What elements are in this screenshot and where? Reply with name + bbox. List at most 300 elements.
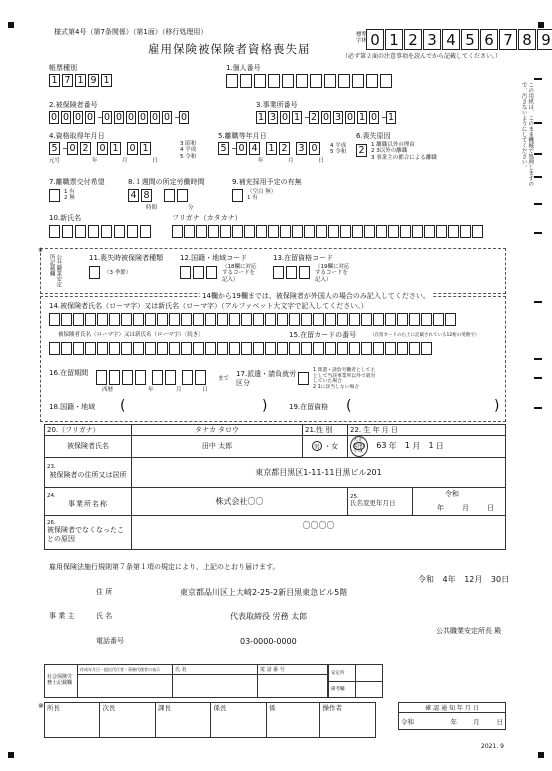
insured-number-digit: 0 [50, 112, 58, 123]
f15-label: 15.在留カードの番号 [289, 331, 357, 339]
f15-note: （在留カードの右上に記載されている12桁の英数字） [370, 333, 480, 338]
cert-box[interactable] [49, 189, 60, 202]
hyphen: − [231, 144, 238, 153]
staff-stamp-cell[interactable]: 係 [266, 703, 320, 738]
day-caption: 日 [318, 158, 324, 164]
era-caption: 元号 [49, 158, 61, 164]
month-caption: 月 [176, 387, 182, 393]
tel-label: 電話番号 [96, 637, 124, 645]
employer-address-label: 住 所 [96, 588, 113, 596]
year-caption: 年 [258, 158, 264, 164]
f11-box[interactable] [89, 266, 100, 279]
f12-note: （18欄に対応するコードを記入） [222, 264, 257, 283]
new-kana-char [256, 225, 267, 238]
name-change-date[interactable]: 令和 年 月 日 [413, 487, 506, 515]
new-kana-char [340, 225, 351, 238]
f15-char [373, 342, 384, 355]
f14-char [181, 313, 192, 326]
f14-boxes[interactable] [49, 313, 457, 326]
standard-digit: 4 [442, 29, 460, 50]
individual-number-label: 1.個人番号 [226, 64, 261, 72]
f16-digit [109, 370, 120, 385]
revision-mark: 2021. 9 [481, 743, 504, 750]
new-name-boxes[interactable] [49, 225, 153, 238]
individual-number-digit [254, 74, 266, 88]
acquire-era-options: 3 昭和 4 平成 5 令和 [180, 141, 197, 160]
form-type-digit: 1 [75, 74, 86, 87]
sr-cell[interactable] [258, 675, 328, 698]
office-number-digit: 1 [293, 112, 301, 123]
office-number-digit: 1 [387, 112, 395, 123]
f14-char [409, 313, 420, 326]
individual-number-digit [226, 74, 238, 88]
f14-cont-char [133, 342, 144, 355]
new-name-char [75, 225, 86, 238]
date-digit: 0 [127, 142, 138, 155]
f14-char [97, 313, 108, 326]
new-name-char [101, 225, 112, 238]
insured-number-digit: 0 [62, 112, 70, 123]
office-label: 事業所名称 [68, 500, 108, 509]
employer-name[interactable]: 代表取締役 労務 太郎 [230, 612, 308, 621]
minutes-digit [164, 189, 175, 202]
minutes-caption: 分 [188, 205, 194, 211]
sr-col-3: 電 話 番 号 [258, 665, 328, 675]
declaration-text: 雇用保険法施行規則第７条第１項の規定により、上記のとおり届けます。 [49, 563, 280, 571]
dob-month: 1 [404, 441, 410, 451]
f16-digit [165, 370, 176, 385]
f14-char [61, 313, 72, 326]
notice-era: 令和 [399, 713, 437, 730]
insured-number-digit: 0 [163, 112, 171, 123]
f14-cont-char [121, 342, 132, 355]
new-kana-char [460, 225, 471, 238]
form-type-digit: 1 [101, 74, 112, 87]
new-kana-char [364, 225, 375, 238]
f14-char [205, 313, 216, 326]
office-number-digit: 1 [358, 112, 366, 123]
employer-label: 事 業 主 [49, 612, 75, 620]
standard-digit: 7 [499, 29, 517, 50]
f14-char [157, 313, 168, 326]
f14-char [169, 313, 180, 326]
reason-value[interactable]: 〇〇〇〇 [132, 515, 506, 549]
f14-cont-char [49, 342, 60, 355]
f16-to: まで [218, 376, 230, 382]
f13-boxes[interactable] [273, 266, 312, 279]
f14-char [193, 313, 204, 326]
f14-label: 14.被保険者氏名（ローマ字）又は新氏名（ローマ字）（アルファベット大文字で記入してください。） [49, 302, 368, 310]
f14-cont-char [181, 342, 192, 355]
new-kana-char [292, 225, 303, 238]
sr-col-1: 作成年月日・提出代行者・事務代理者の表示 [78, 665, 173, 675]
acquire-date-label: 4.資格取得年月日 [49, 132, 105, 140]
f16-digit [152, 370, 163, 385]
date-digit: 0 [236, 142, 247, 155]
cause-box[interactable]: 2 [356, 144, 367, 157]
replacement-options: （空白 無） 1 有 [247, 189, 277, 202]
date-digit: 1 [266, 142, 277, 155]
office-number-digit: 0 [346, 112, 354, 123]
new-kana-char [400, 225, 411, 238]
f17-box[interactable] [298, 372, 309, 385]
new-kana-char [388, 225, 399, 238]
f14-char [445, 313, 456, 326]
office-number-digit: 0 [322, 112, 330, 123]
office-number-digit: 0 [281, 112, 289, 123]
f14-char [289, 313, 300, 326]
insured-number-digit: 0 [103, 112, 111, 123]
f17-label: 17.派遣・請負就労区分 [236, 370, 297, 388]
f14-char [313, 313, 324, 326]
kana-label: 20.（フリガナ） [45, 425, 132, 436]
stamp-label-2: 備考欄 [329, 681, 356, 698]
new-kana-char [316, 225, 327, 238]
reason-label: 被保険者でなくなったことの原因 [47, 526, 124, 544]
date-digit: 2 [80, 142, 91, 155]
office-label-cell: 24. 事業所名称 [45, 487, 132, 515]
header-note: （必ず第２面の注意事項を読んでから記載してください。） [342, 53, 502, 60]
stamp-label-1: 安定所 [329, 665, 356, 682]
year-caption: 年 [148, 387, 154, 393]
new-kana-char [280, 225, 291, 238]
f14-char [109, 313, 120, 326]
date-digit: 1 [140, 142, 151, 155]
office-number-digit: 0 [370, 112, 378, 123]
new-kana-char [196, 225, 207, 238]
day-caption: 日 [152, 158, 158, 164]
f14-cont-char [241, 342, 252, 355]
standard-digit: 6 [480, 29, 498, 50]
insured-number-digit: 0 [180, 112, 188, 123]
insured-number-digit: 0 [139, 112, 147, 123]
f14-char [121, 313, 132, 326]
new-kana-char [268, 225, 279, 238]
replacement-box[interactable] [232, 189, 243, 202]
f14-char [385, 313, 396, 326]
f13-digit [299, 266, 310, 279]
name-change-label-cell: 25. 氏名変更年月日 [348, 487, 413, 515]
new-name-char [140, 225, 151, 238]
new-kana-char [220, 225, 231, 238]
individual-number-digit [324, 74, 336, 88]
f14-char [277, 313, 288, 326]
female-option: 女 [331, 442, 339, 451]
f15-char [289, 342, 300, 355]
new-kana-char [232, 225, 243, 238]
f16-era: 西暦 [102, 387, 114, 393]
new-name-char [114, 225, 125, 238]
date-digit: 3 [296, 142, 307, 155]
f14-cont-char [229, 342, 240, 355]
address-label-cell: 23. 被保険者の住所又は居所 [45, 457, 132, 487]
f15-char [397, 342, 408, 355]
stamp-table [328, 664, 383, 698]
date-digit: 0 [309, 142, 320, 155]
separation-date-boxes[interactable] [218, 142, 322, 155]
f12-digit [193, 266, 204, 279]
employer-name-label: 氏 名 [96, 612, 113, 620]
date-digit: 2 [279, 142, 290, 155]
kana-value[interactable]: タナカ タロウ [132, 425, 303, 436]
staff-stamp-cell[interactable]: 操作者 [320, 703, 376, 738]
side-note: この用紙は、このまま機械で処理しますので、汚さないようにしてください。 [520, 82, 534, 187]
f11-label: 11.喪失時被保険者種類 [89, 254, 164, 262]
f13-label: 13.在留資格コード [273, 254, 334, 262]
individual-number-digit [366, 74, 378, 88]
standard-digit: 1 [385, 29, 403, 50]
insured-number-digit: 0 [115, 112, 123, 123]
individual-number-digit [352, 74, 364, 88]
f14-char [421, 313, 432, 326]
f16-digit [195, 370, 206, 385]
dob-year: 63 [376, 441, 387, 451]
f16-digit [135, 370, 146, 385]
f15-char [349, 342, 360, 355]
individual-number-digit [338, 74, 350, 88]
new-name-char [49, 225, 60, 238]
cause-label: 6.喪失原因 [356, 132, 391, 140]
f14-char [397, 313, 408, 326]
registration-mark [538, 22, 544, 28]
insured-number-digit: 0 [86, 112, 94, 123]
reason-label-cell: 26. 被保険者でなくなったことの原因 [45, 515, 132, 549]
f12-digit [206, 266, 217, 279]
hyphen: − [174, 113, 181, 122]
staff-stamp-cell[interactable]: 次長 [100, 703, 155, 738]
sr-col-2: 氏 名 [173, 665, 258, 675]
registration-mark [8, 752, 14, 758]
f14-char [373, 313, 384, 326]
insured-info-table [44, 424, 506, 550]
new-kana-char [184, 225, 195, 238]
staff-stamp-cell[interactable]: 課長 [155, 703, 210, 738]
f18-paren-close: ) [262, 398, 268, 414]
f15-char [325, 342, 336, 355]
standard-digit: 8 [518, 29, 536, 50]
f14-char [49, 313, 60, 326]
f16-digit [122, 370, 133, 385]
new-kana-char [352, 225, 363, 238]
f11-option: （3 季節） [104, 270, 132, 276]
f14-cont-char [145, 342, 156, 355]
notice-label: 確 認 通 知 年 月 日 [399, 703, 506, 713]
hyphen: − [304, 113, 311, 122]
f13-digit [273, 266, 284, 279]
f14-char [145, 313, 156, 326]
f14-cont-char [265, 342, 276, 355]
f14-char [433, 313, 444, 326]
f12-boxes[interactable] [180, 266, 219, 279]
f14-char [361, 313, 372, 326]
new-kana-char [172, 225, 183, 238]
f17-options: 1 派遣・請負労働者として主として当該事業所以外で就労していた場合 2 1に該当しない場合 [313, 368, 376, 390]
new-kana-char [244, 225, 255, 238]
f16-digit [182, 370, 193, 385]
f14-cont-char [73, 342, 84, 355]
f14-char [253, 313, 264, 326]
sr-label: 社会保険労務士記載欄 [45, 665, 78, 698]
spacer [154, 189, 164, 202]
f16-label: 16.在留期間 [49, 369, 89, 377]
staff-table [44, 702, 376, 738]
date-digit: 0 [97, 142, 108, 155]
weekly-hours-label: 8.１週間の所定労働時間 [128, 178, 205, 186]
standard-digit: 9 [537, 29, 552, 50]
f14-cont-char [193, 342, 204, 355]
declaration-date[interactable]: 令和 4年 12月 30日 [418, 575, 510, 584]
f14-cont-char [109, 342, 120, 355]
f14-char [229, 313, 240, 326]
individual-number-digit [268, 74, 280, 88]
office-number-boxes[interactable] [256, 111, 398, 124]
f15-char [301, 342, 312, 355]
f16-boxes[interactable] [96, 370, 208, 385]
sex-label: 21.性 別 [303, 425, 348, 436]
employer-address[interactable]: 東京都品川区上大崎2-25-2新目黒東急ビル5階 [180, 588, 348, 597]
foreign-banner: 14欄から19欄までは、被保険者が外国人の場合のみ記入してください。 [202, 292, 430, 300]
f13-note: （19欄に対応するコードを記入） [315, 264, 350, 283]
f19-paren-close: ) [494, 398, 500, 414]
insured-number-boxes[interactable] [49, 111, 191, 124]
name-change-label: 氏名変更年月日 [350, 499, 396, 508]
f18-label: 18.国籍・地域 [49, 403, 96, 411]
new-kana-char [412, 225, 423, 238]
f14-char [265, 313, 276, 326]
f14-char [337, 313, 348, 326]
f14-char [349, 313, 360, 326]
f14-cont-char [61, 342, 72, 355]
date-digit: 0 [67, 142, 78, 155]
standard-digit: 3 [423, 29, 441, 50]
f12-digit [180, 266, 191, 279]
new-name-char [127, 225, 138, 238]
cert-label: 7.離職票交付希望 [49, 178, 105, 186]
new-kana-char [376, 225, 387, 238]
new-kana-char [424, 225, 435, 238]
individual-number-digit [282, 74, 294, 88]
staff-stamp-cell[interactable]: 所長 [45, 703, 100, 738]
form-number: 様式第4号（第7条関係）（第1面）（移行処理用） [54, 28, 208, 36]
hyphen: − [97, 113, 104, 122]
new-kana-char [208, 225, 219, 238]
hours-caption: 時間 [146, 205, 158, 211]
male-circled: 男 [312, 441, 322, 451]
new-name-kana-boxes[interactable] [172, 225, 484, 238]
address-value[interactable]: 東京都目黒区1-11-11目黒ビル201 [132, 457, 506, 487]
staff-stamp-cell[interactable]: 係長 [211, 703, 266, 738]
new-kana-char [328, 225, 339, 238]
f16-digit [96, 370, 107, 385]
replacement-label: 9.補充採用予定の有無 [232, 178, 302, 186]
form-type-digit: 9 [88, 74, 99, 87]
f14-char [325, 313, 336, 326]
individual-number-digit [296, 74, 308, 88]
f15-char [313, 342, 324, 355]
era-digit: 5 [218, 142, 229, 155]
f14-char [133, 313, 144, 326]
f19-label: 19.在留資格 [289, 403, 329, 411]
new-kana-char [472, 225, 483, 238]
era-digit: 5 [49, 142, 60, 155]
f15-boxes[interactable] [289, 342, 433, 355]
form-type-digit: 7 [62, 74, 73, 87]
insured-number-digit: 0 [74, 112, 82, 123]
asterisk-mark: ※ [38, 247, 44, 254]
era-options: 大正 昭和 平成 [350, 436, 368, 457]
std-label: 標準 字体 [356, 32, 368, 45]
new-name-label: 10.新氏名 [49, 214, 82, 222]
standard-digit: 5 [461, 29, 479, 50]
f12-label: 12.国籍・地域コード [180, 254, 248, 262]
f14-cont-char [97, 342, 108, 355]
form-type-boxes [49, 74, 114, 87]
acquire-date-boxes[interactable] [49, 142, 153, 155]
f15-char [337, 342, 348, 355]
dob-field[interactable]: 大正 昭和 平成 63 年 1 月 1 日 [348, 436, 506, 458]
hours-digit: 4 [128, 189, 139, 202]
sr-cell[interactable] [78, 675, 173, 698]
f14-cont-char [169, 342, 180, 355]
name-value[interactable]: 田中 太郎 [132, 436, 303, 458]
standard-digit: 0 [366, 29, 384, 50]
individual-number-digit [310, 74, 322, 88]
f14-cont-char [217, 342, 228, 355]
f14-cont-char [277, 342, 288, 355]
new-name-kana-label: フリガナ（カタカナ） [172, 214, 242, 222]
tel-value[interactable]: 03-0000-0000 [240, 637, 297, 646]
separation-era-options: 4 平成 5 令和 [330, 143, 347, 156]
f14-char [73, 313, 84, 326]
new-name-char [88, 225, 99, 238]
office-value[interactable]: 株式会社〇〇 [132, 487, 348, 515]
standard-digits [366, 29, 552, 50]
insured-number-label: 2.被保険者番号 [49, 101, 98, 109]
sr-table [44, 664, 328, 698]
weekly-hours-boxes[interactable] [128, 189, 190, 202]
standard-digit: 2 [404, 29, 422, 50]
form-title: 雇用保険被保険者資格喪失届 [148, 42, 311, 56]
f14-cont-boxes[interactable] [49, 342, 289, 355]
new-kana-char [448, 225, 459, 238]
registration-mark [538, 752, 544, 758]
hours-digit: 8 [141, 189, 152, 202]
hyphen: − [62, 144, 69, 153]
f14-char [217, 313, 228, 326]
insured-number-digit: 0 [151, 112, 159, 123]
sr-cell[interactable] [173, 675, 258, 698]
new-kana-char [436, 225, 447, 238]
year-caption: 年 [92, 158, 98, 164]
insured-number-digit: 0 [127, 112, 135, 123]
f15-char [409, 342, 420, 355]
date-digit: 4 [249, 142, 260, 155]
f14-cont-char [157, 342, 168, 355]
cert-options: 1 有 2 無 [64, 189, 75, 202]
office-number-digit: 1 [257, 112, 265, 123]
f14-char [241, 313, 252, 326]
sex-field[interactable]: 男 ・女 [303, 436, 348, 458]
new-kana-char [304, 225, 315, 238]
f14-cont-char [85, 342, 96, 355]
f15-char [421, 342, 432, 355]
individual-number-boxes[interactable] [226, 74, 394, 88]
asterisk-mark: ※ [38, 702, 44, 710]
minutes-digit [177, 189, 188, 202]
notice-table: 確 認 通 知 年 月 日 令和 年 月 日 [398, 702, 506, 730]
office-number-digit: 3 [334, 112, 342, 123]
registration-mark [8, 22, 14, 28]
